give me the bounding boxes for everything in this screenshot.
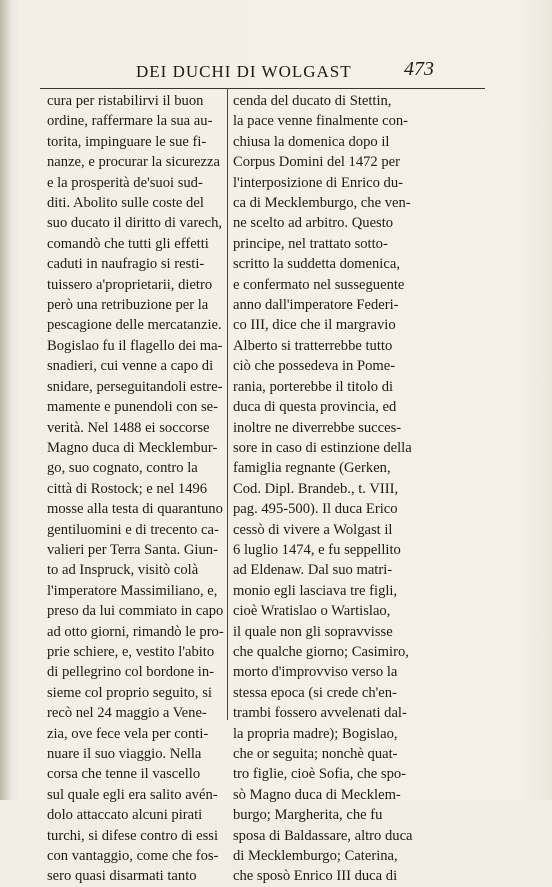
text-line: dolo attaccato alcuni pirati <box>47 807 203 824</box>
text-line: Corpus Domini del 1472 per <box>233 154 401 171</box>
text-line: suo ducato il diritto di varech, <box>47 215 223 232</box>
text-line: sò Magno duca di Mecklem- <box>233 786 401 803</box>
right-column <box>233 91 425 887</box>
text-line: sieme col proprio seguito, si <box>47 684 212 701</box>
text-line: co III, dice che il margravio <box>233 317 396 334</box>
text-line: cioè Wratislao o Wartislao, <box>233 603 391 620</box>
text-line: burgo; Margherita, che fu <box>233 807 383 824</box>
text-line: scritto la suddetta domenica, <box>233 256 400 273</box>
text-line: caduti in naufragio si resti- <box>47 256 205 273</box>
text-line: e la prosperità de'suoi sud- <box>47 174 203 191</box>
text-line: zia, ove fece vela per conti- <box>47 725 209 742</box>
text-line: snadieri, cui venne a capo di <box>47 358 214 375</box>
text-line: tuissero a'proprietarii, dietro <box>47 276 213 293</box>
text-line: ciò che possedeva in Pome- <box>233 358 396 375</box>
text-line: comandò che tutti gli effetti <box>47 235 209 252</box>
page-header <box>40 58 480 82</box>
text-line: l'interposizione di Enrico du- <box>233 174 404 191</box>
text-line: cessò di vivere a Wolgast il <box>233 521 393 538</box>
text-line: anno dall'imperatore Federi- <box>233 297 399 314</box>
text-line: cura per ristabilirvi il buon <box>47 93 204 109</box>
text-line: valieri per Terra Santa. Giun- <box>47 541 218 558</box>
text-line: ne scelto ad arbitro. Questo <box>233 215 394 232</box>
text-line: sero quasi disarmati tanto <box>47 868 197 885</box>
text-line: pag. 495-500). Il duca Erico <box>233 501 398 518</box>
text-line: snidare, perseguitandoli estre- <box>47 378 223 395</box>
text-line: chiusa la domenica dopo il <box>233 133 390 150</box>
header-rule <box>40 88 485 89</box>
text-line: che sposò Enrico III duca di <box>233 868 398 885</box>
text-line: ad otto giorni, rimandò le pro- <box>47 623 224 640</box>
text-line: verità. Nel 1488 ei soccorse <box>47 419 210 436</box>
text-line: la pace venne finalmente con- <box>233 113 409 130</box>
text-line: trambi fossero avvelenati dal- <box>233 705 407 722</box>
text-line: duca di questa provincia, ed <box>233 399 397 416</box>
text-line: Alberto si tratterrebbe tutto <box>233 337 393 354</box>
text-line: torita, impinguare le sue fi- <box>47 133 207 150</box>
text-line: sore in caso di estinzione della <box>233 439 412 456</box>
text-line: di pellegrino col bordone in- <box>47 664 214 681</box>
running-title: DEI DUCHI DI WOLGAST <box>136 62 352 81</box>
text-line: e confermato nel susseguente <box>233 276 405 293</box>
text-line: la propria madre); Bogislao, <box>233 725 398 742</box>
text-line: ordine, raffermare la sua au- <box>47 113 213 130</box>
text-line: l'imperatore Massimiliano, e, <box>47 582 218 599</box>
text-line: gentiluomini e di trecento ca- <box>47 521 219 538</box>
page-number: 473 <box>404 58 434 80</box>
text-line: stessa epoca (si crede ch'en- <box>233 684 397 701</box>
text-line: Cod. Dipl. Brandeb., t. VIII, <box>233 480 399 497</box>
text-line: corsa che tenne il vascello <box>47 766 201 783</box>
text-line: rania, porterebbe il titolo di <box>233 378 394 395</box>
text-line: sul quale egli era salito avén- <box>47 786 218 803</box>
text-line: mamente e punendoli con se- <box>47 399 219 416</box>
text-line: ca di Mecklemburgo, che ven- <box>233 195 411 212</box>
text-line: nanze, e procurar la sicurezza <box>47 154 220 171</box>
text-line: Magno duca di Mecklembur- <box>47 439 218 456</box>
text-line: to ad Inspruck, visitò colà <box>47 562 199 579</box>
text-line: recò nel 24 maggio a Vene- <box>47 705 207 722</box>
text-line: morto d'improvviso verso la <box>233 664 398 681</box>
text-line: preso da lui commiato in capo <box>47 603 224 620</box>
text-line: monio egli lasciava tre figli, <box>233 582 398 599</box>
text-line: però una retribuzione per la <box>47 297 209 314</box>
text-line: famiglia regnante (Gerken, <box>233 460 391 477</box>
text-line: sposa di Baldassare, altro duca <box>233 827 413 844</box>
text-line: che qualche giorno; Casimiro, <box>233 643 409 660</box>
text-line: tro figlie, cioè Sofia, che spo- <box>233 766 407 783</box>
text-line: principe, nel trattato sotto- <box>233 235 388 252</box>
text-line: Bogislao fu il flagello dei ma- <box>47 337 223 354</box>
text-line: pescagione delle mercatanzie. <box>47 317 222 334</box>
text-line: cenda del ducato di Stettin, <box>233 93 392 109</box>
text-line: nuare il suo viaggio. Nella <box>47 746 202 762</box>
left-column <box>47 91 223 887</box>
page-spine-shadow <box>0 0 10 800</box>
text-line: prie schiere, e, vestito l'abito <box>47 643 215 660</box>
text-line: diti. Abolito sulle coste del <box>47 195 204 212</box>
text-line: turchi, si difese contro di essi <box>47 827 219 844</box>
text-line: ad Eldenaw. Dal suo matri- <box>233 562 393 579</box>
text-line: che or seguita; nonchè quat- <box>233 746 398 762</box>
text-line: go, suo cognato, contro la <box>47 460 198 477</box>
text-line: 6 luglio 1474, e fu seppellito <box>233 541 401 558</box>
text-line: città di Rostock; e nel 1496 <box>47 480 208 497</box>
text-line: mosse alla testa di quarantuno <box>47 501 223 518</box>
text-line: inoltre ne diverrebbe succes- <box>233 419 402 436</box>
text-line: di Mecklemburgo; Caterina, <box>233 848 398 865</box>
text-line: con vantaggio, come che fos- <box>47 848 219 865</box>
text-line: il quale non gli sopravvisse <box>233 623 393 640</box>
column-divider <box>227 88 228 720</box>
